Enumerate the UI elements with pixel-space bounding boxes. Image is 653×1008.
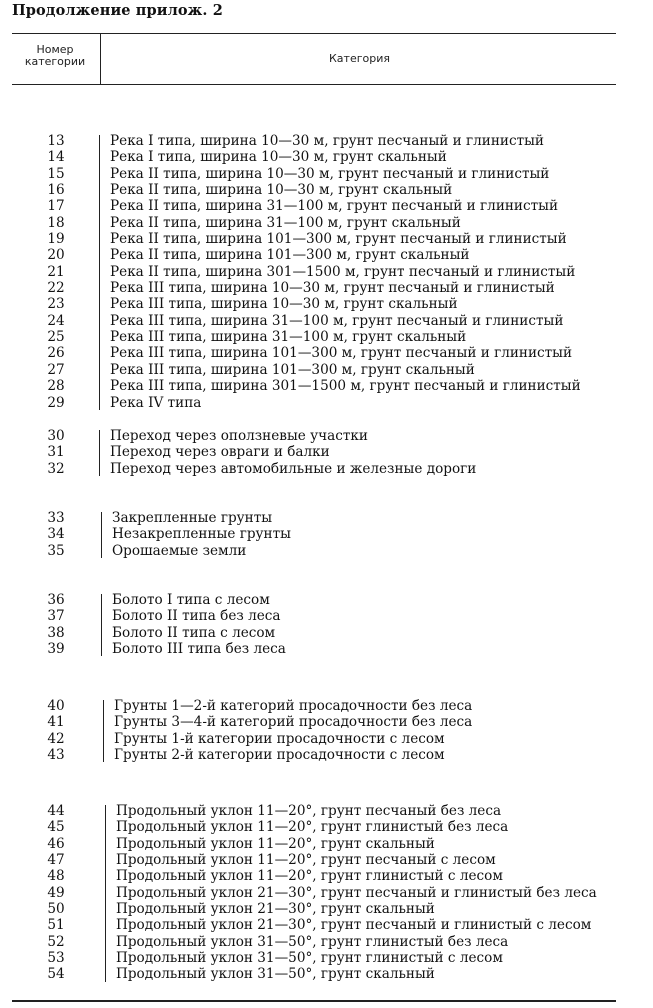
category-number: 52 [47, 933, 65, 950]
category-number: 48 [47, 868, 65, 885]
category-number: 47 [47, 852, 65, 869]
table-bottom-rule [12, 1000, 616, 1002]
running-head: Продолжение прилож. 2 [12, 2, 223, 19]
category-number: 42 [47, 730, 65, 747]
category-description: Река III типа, ширина 31—100 м, грунт скальный [110, 329, 467, 346]
category-description: Продольный уклон 31—50°, грунт скальный [116, 966, 435, 983]
table-row [0, 444, 653, 460]
row-group [0, 803, 653, 983]
category-description: Болото II типа без леса [112, 608, 281, 625]
table-row [0, 543, 653, 559]
category-number: 36 [47, 592, 65, 608]
category-description: Река IV типа [110, 394, 202, 411]
category-number: 44 [47, 803, 65, 819]
category-description: Болото III типа без леса [112, 641, 286, 658]
category-description: Река I типа, ширина 10—30 м, грунт песчаный и глинистый [110, 133, 544, 149]
category-number: 18 [47, 214, 65, 231]
row-group [0, 592, 653, 657]
table-row [0, 264, 653, 280]
category-description: Река II типа, ширина 31—100 м, грунт скальный [110, 214, 461, 231]
category-description: Река I типа, ширина 10—30 м, грунт скальный [110, 149, 447, 166]
category-description: Река III типа, ширина 10—30 м, грунт скальный [110, 296, 458, 313]
category-number: 33 [47, 510, 65, 526]
category-description: Болото II типа с лесом [112, 624, 276, 641]
table-row [0, 950, 653, 966]
category-number: 13 [47, 133, 65, 149]
category-number: 38 [47, 624, 65, 641]
category-description: Продольный уклон 31—50°, грунт глинистый с лесом [116, 950, 503, 967]
category-description: Река II типа, ширина 301—1500 м, грунт песчаный и глинистый [110, 263, 576, 280]
table-row [0, 526, 653, 542]
category-number: 50 [47, 901, 65, 918]
category-number: 17 [47, 198, 65, 215]
table-row [0, 280, 653, 296]
table-row [0, 362, 653, 378]
category-description: Болото I типа с лесом [112, 592, 270, 608]
table-row [0, 149, 653, 165]
category-number: 16 [47, 182, 65, 199]
header-category-column: Категория [329, 52, 390, 65]
row-group [0, 510, 653, 559]
table-row [0, 133, 653, 149]
category-description: Река III типа, ширина 10—30 м, грунт песчаный и глинистый [110, 280, 555, 297]
table-row [0, 966, 653, 982]
category-description: Незакрепленные грунты [112, 526, 291, 543]
category-description: Продольный уклон 11—20°, грунт песчаный с лесом [116, 852, 496, 869]
category-description: Река II типа, ширина 31—100 м, грунт песчаный и глинистый [110, 198, 559, 215]
category-number: 46 [47, 835, 65, 852]
category-description: Река II типа, ширина 101—300 м, грунт песчаный и глинистый [110, 231, 567, 248]
category-number: 26 [47, 345, 65, 362]
table-row [0, 836, 653, 852]
table-row [0, 641, 653, 657]
category-number: 25 [47, 329, 65, 346]
category-description: Грунты 3—4-й категорий просадочности без леса [114, 714, 473, 731]
table-row [0, 819, 653, 835]
table-row [0, 461, 653, 477]
category-description: Продольный уклон 31—50°, грунт глинистый без леса [116, 933, 509, 950]
category-number: 43 [47, 747, 65, 764]
category-description: Продольный уклон 21—30°, грунт песчаный и глинистый без леса [116, 884, 597, 901]
table-row [0, 395, 653, 411]
category-number: 22 [47, 280, 65, 297]
category-number: 35 [47, 542, 65, 559]
table-row [0, 296, 653, 312]
category-number: 20 [47, 247, 65, 264]
table-row [0, 714, 653, 730]
row-group [0, 698, 653, 763]
category-description: Орошаемые земли [112, 542, 247, 559]
table-row [0, 592, 653, 608]
category-number: 15 [47, 165, 65, 182]
table-row [0, 231, 653, 247]
table-row [0, 625, 653, 641]
table-row [0, 378, 653, 394]
header-column-separator [100, 34, 101, 84]
category-number: 30 [47, 428, 65, 444]
category-number: 19 [47, 231, 65, 248]
category-description: Переход через автомобильные и железные дороги [110, 460, 477, 477]
category-number: 34 [47, 526, 65, 543]
category-description: Продольный уклон 21—30°, грунт песчаный и глинистый с лесом [116, 917, 592, 934]
category-number: 40 [47, 698, 65, 714]
table-row [0, 215, 653, 231]
category-number: 31 [47, 444, 65, 461]
table-row [0, 329, 653, 345]
table-row [0, 852, 653, 868]
table-row [0, 345, 653, 361]
category-description: Продольный уклон 11—20°, грунт глинистый с лесом [116, 868, 503, 885]
category-description: Переход через овраги и балки [110, 444, 330, 461]
table-row [0, 803, 653, 819]
category-number: 27 [47, 361, 65, 378]
table-row [0, 885, 653, 901]
table-row [0, 868, 653, 884]
category-description: Закрепленные грунты [112, 510, 273, 526]
table-row [0, 608, 653, 624]
category-number: 49 [47, 884, 65, 901]
category-number: 54 [47, 966, 65, 983]
category-description: Продольный уклон 11—20°, грунт песчаный без леса [116, 803, 502, 819]
table-row [0, 428, 653, 444]
category-number: 21 [47, 263, 65, 280]
category-description: Река III типа, ширина 31—100 м, грунт песчаный и глинистый [110, 312, 564, 329]
table-row [0, 510, 653, 526]
category-number: 32 [47, 460, 65, 477]
table-row [0, 917, 653, 933]
category-number: 14 [47, 149, 65, 166]
table-row [0, 934, 653, 950]
row-group [0, 428, 653, 477]
category-description: Река II типа, ширина 101—300 м, грунт скальный [110, 247, 470, 264]
category-description: Продольный уклон 21—30°, грунт скальный [116, 901, 435, 918]
category-number: 24 [47, 312, 65, 329]
category-description: Переход через оползневые участки [110, 428, 368, 444]
category-description: Грунты 1-й категории просадочности с лесом [114, 730, 445, 747]
category-number: 39 [47, 641, 65, 658]
category-description: Река III типа, ширина 101—300 м, грунт скальный [110, 361, 475, 378]
category-description: Река II типа, ширина 10—30 м, грунт песчаный и глинистый [110, 165, 550, 182]
table-row [0, 166, 653, 182]
table-row [0, 698, 653, 714]
table-top-rule [12, 33, 616, 34]
category-description: Продольный уклон 11—20°, грунт скальный [116, 835, 435, 852]
category-number: 23 [47, 296, 65, 313]
category-number: 37 [47, 608, 65, 625]
header-number-column: Номер категории [24, 43, 86, 68]
category-number: 51 [47, 917, 65, 934]
category-description: Грунты 1—2-й категорий просадочности без леса [114, 698, 473, 714]
category-number: 28 [47, 378, 65, 395]
table-row [0, 901, 653, 917]
table-row [0, 747, 653, 763]
category-number: 29 [47, 394, 65, 411]
table-row [0, 182, 653, 198]
row-group [0, 133, 653, 411]
category-number: 53 [47, 950, 65, 967]
category-description: Река III типа, ширина 301—1500 м, грунт песчаный и глинистый [110, 378, 581, 395]
table-row [0, 198, 653, 214]
category-number: 41 [47, 714, 65, 731]
table-row [0, 247, 653, 263]
category-number: 45 [47, 819, 65, 836]
category-description: Река III типа, ширина 101—300 м, грунт песчаный и глинистый [110, 345, 573, 362]
category-description: Грунты 2-й категории просадочности с лесом [114, 747, 445, 764]
category-description: Продольный уклон 11—20°, грунт глинистый без леса [116, 819, 509, 836]
header-bottom-rule [12, 84, 616, 85]
table-row [0, 313, 653, 329]
category-description: Река II типа, ширина 10—30 м, грунт скальный [110, 182, 453, 199]
table-row [0, 731, 653, 747]
